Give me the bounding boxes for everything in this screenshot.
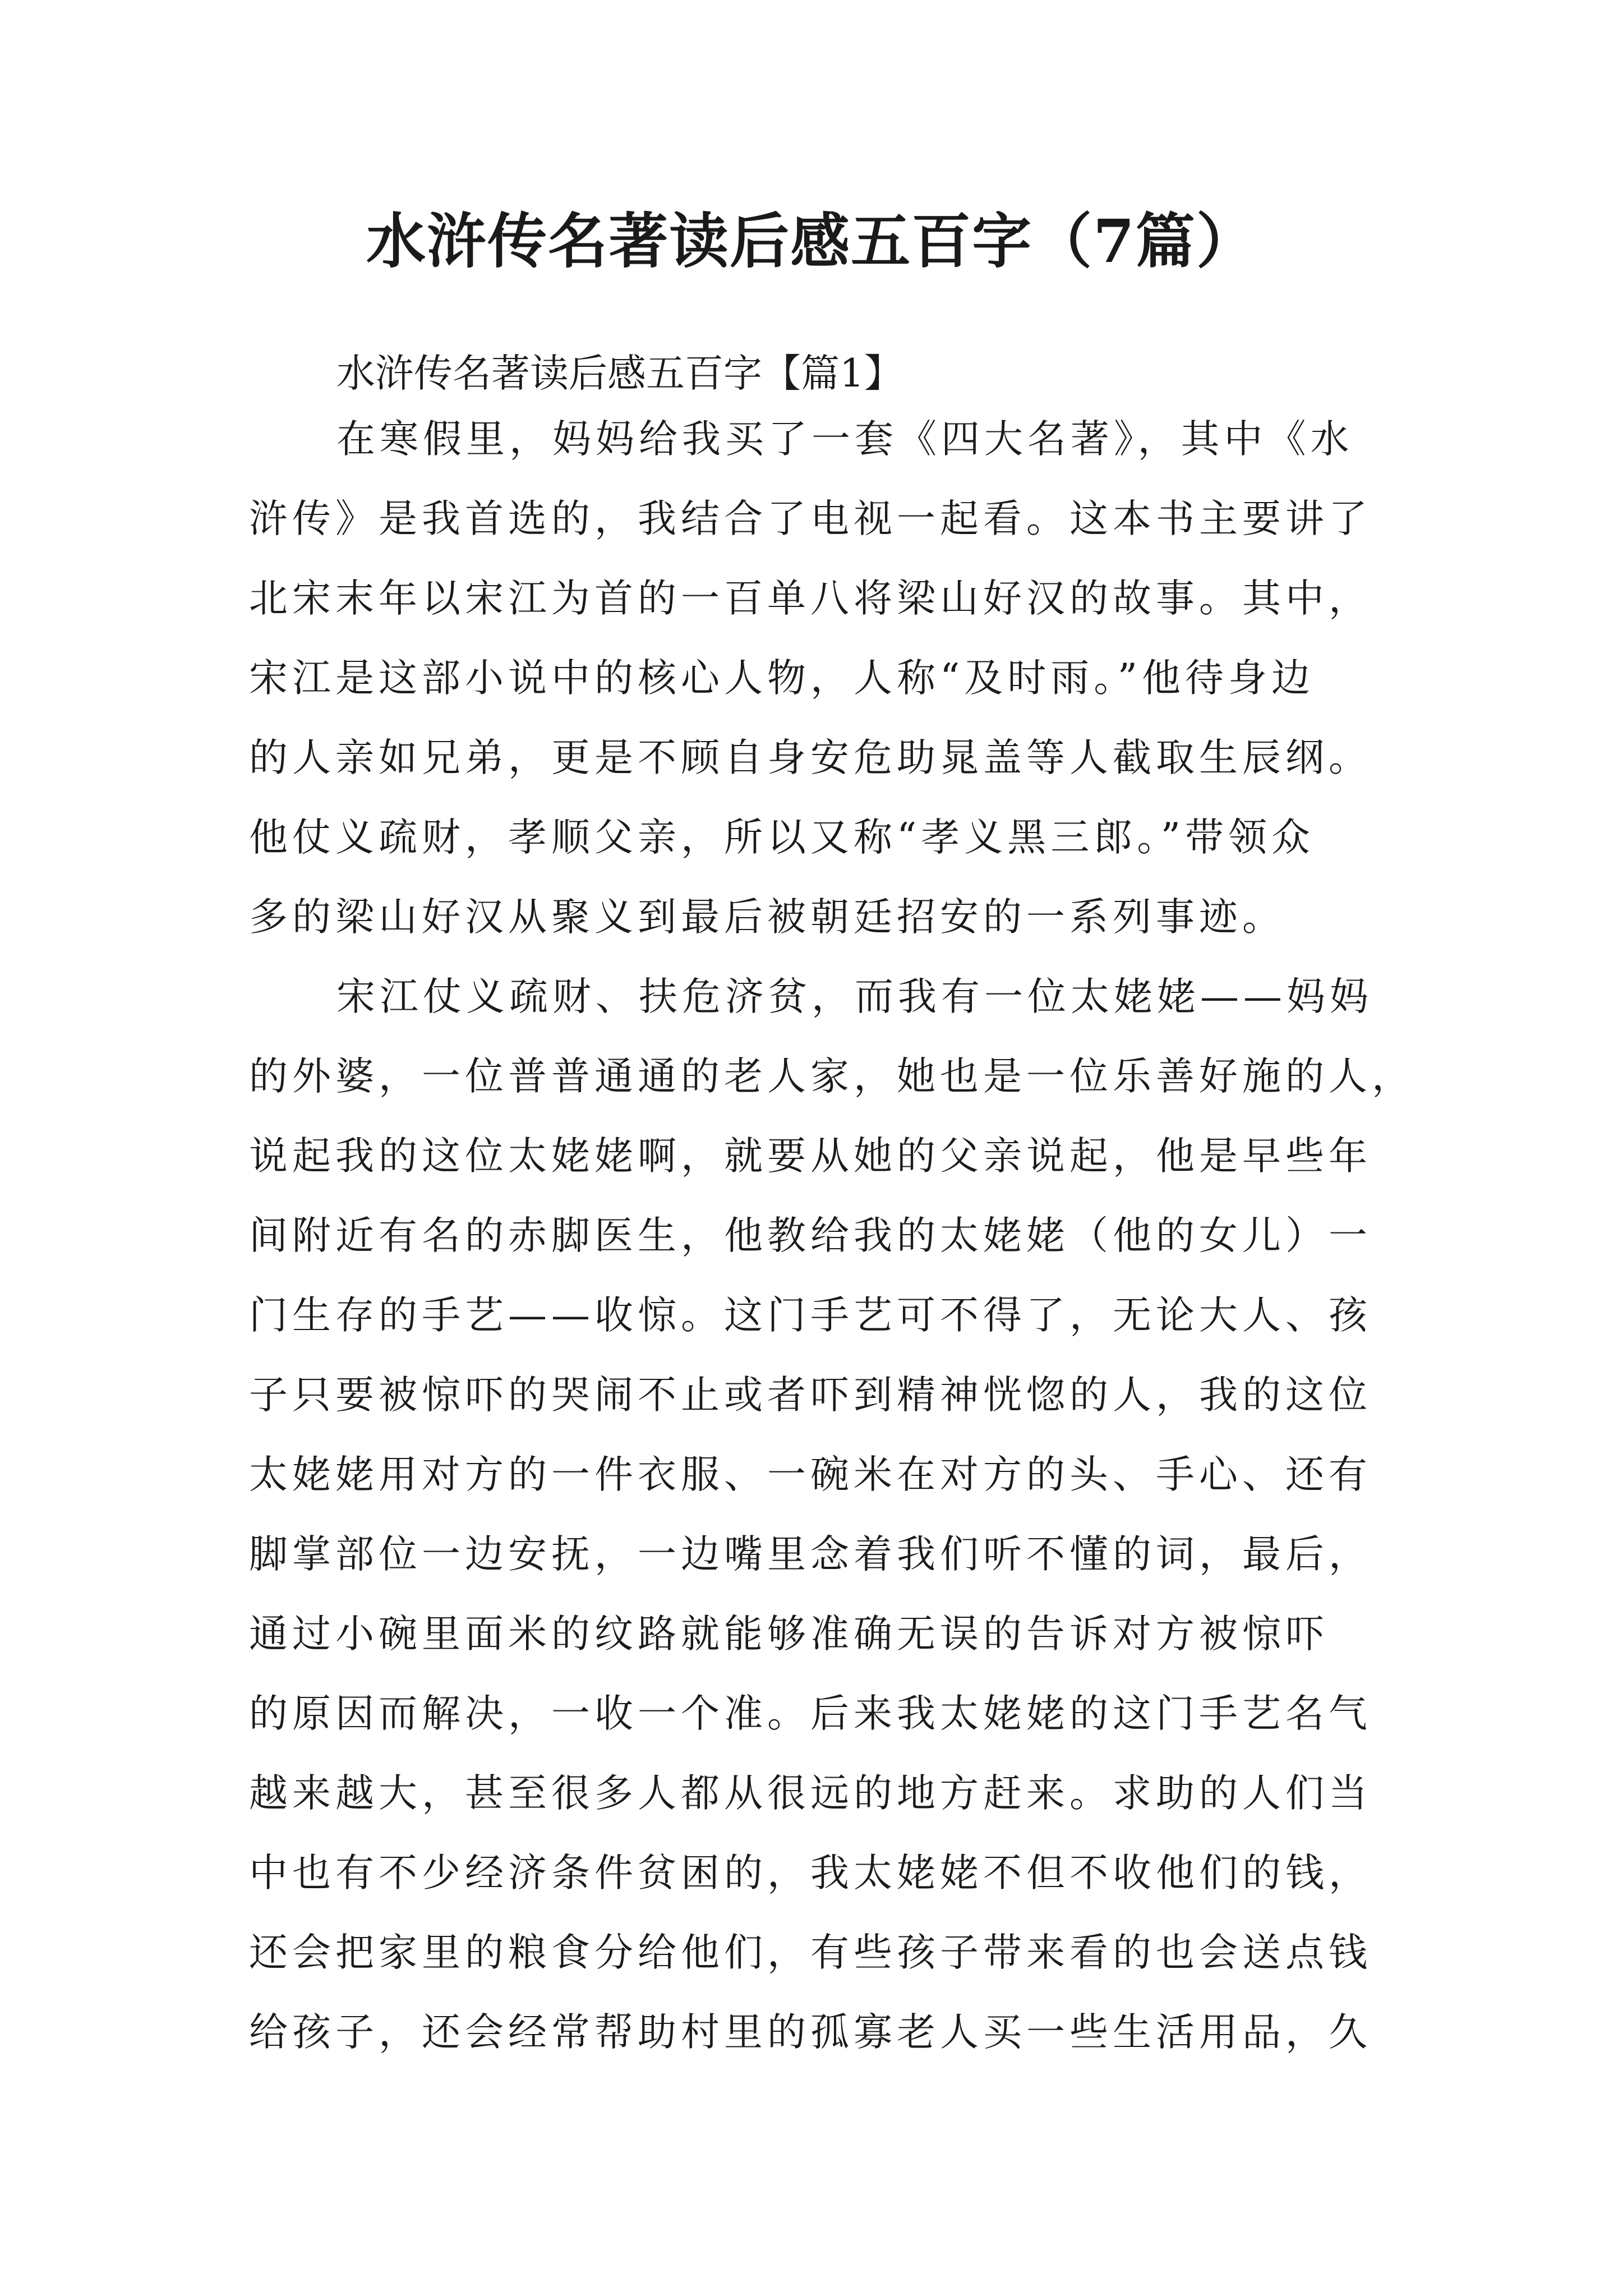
text-line: 多的梁山好汉从聚义到最后被朝廷招安的一系列事迹。 bbox=[249, 895, 1285, 940]
text-line: 北宋末年以宋江为首的一百单八将梁山好汉的故事。其中， bbox=[249, 576, 1372, 621]
text-line: 通过小碗里面米的纹路就能够准确无误的告诉对方被惊吓 bbox=[249, 1612, 1329, 1657]
text-line: 脚掌部位一边安抚，一边嘴里念着我们听不懂的词，最后， bbox=[249, 1532, 1372, 1577]
text-line: 的原因而解决，一收一个准。后来我太姥姥的这门手艺名气 bbox=[249, 1691, 1372, 1736]
text-line: 中也有不少经济条件贫困的，我太姥姥不但不收他们的钱， bbox=[249, 1851, 1372, 1895]
text-line: 给孩子，还会经常帮助村里的孤寡老人买一些生活用品，久 bbox=[249, 2010, 1372, 2055]
text-line: 间附近有名的赤脚医生，他教给我的太姥姥（他的女儿）一 bbox=[249, 1213, 1372, 1258]
text-line: 子只要被惊吓的哭闹不止或者吓到精神恍惚的人，我的这位 bbox=[249, 1373, 1372, 1418]
section-heading: 水浒传名著读后感五百字【篇1】 bbox=[336, 351, 903, 396]
text-line: 他仗义疏财，孝顺父亲，所以又称“孝义黑三郎。”带领众 bbox=[249, 815, 1315, 860]
text-line: 还会把家里的粮食分给他们，有些孩子带来看的也会送点钱 bbox=[249, 1930, 1372, 1975]
text-line: 浒传》是我首选的，我结合了电视一起看。这本书主要讲了 bbox=[249, 496, 1372, 541]
text-line: 越来越大，甚至很多人都从很远的地方赶来。求助的人们当 bbox=[249, 1771, 1372, 1816]
document-body bbox=[249, 348, 1415, 2072]
text-line: 太姥姥用对方的一件衣服、一碗米在对方的头、手心、还有 bbox=[249, 1452, 1372, 1497]
text-line: 门生存的手艺——收惊。这门手艺可不得了，无论大人、孩 bbox=[249, 1293, 1372, 1338]
text-line: 的人亲如兄弟，更是不顾自身安危助晁盖等人截取生辰纲。 bbox=[249, 735, 1372, 780]
text-line: 宋江仗义疏财、扶危济贫，而我有一位太姥姥——妈妈 bbox=[336, 974, 1373, 1019]
text-line: 在寒假里，妈妈给我买了一套《四大名著》，其中《水 bbox=[336, 417, 1354, 462]
document-title: 水浒传名著读后感五百字（7篇） bbox=[366, 206, 1257, 276]
text-line: 说起我的这位太姥姥啊，就要从她的父亲说起，他是早些年 bbox=[249, 1134, 1372, 1179]
text-line: 的外婆，一位普普通通的老人家，她也是一位乐善好施的人， bbox=[249, 1054, 1415, 1099]
paragraph-lines bbox=[249, 399, 1415, 2072]
text-line: 宋江是这部小说中的核心人物，人称“及时雨。”他待身边 bbox=[249, 656, 1315, 701]
